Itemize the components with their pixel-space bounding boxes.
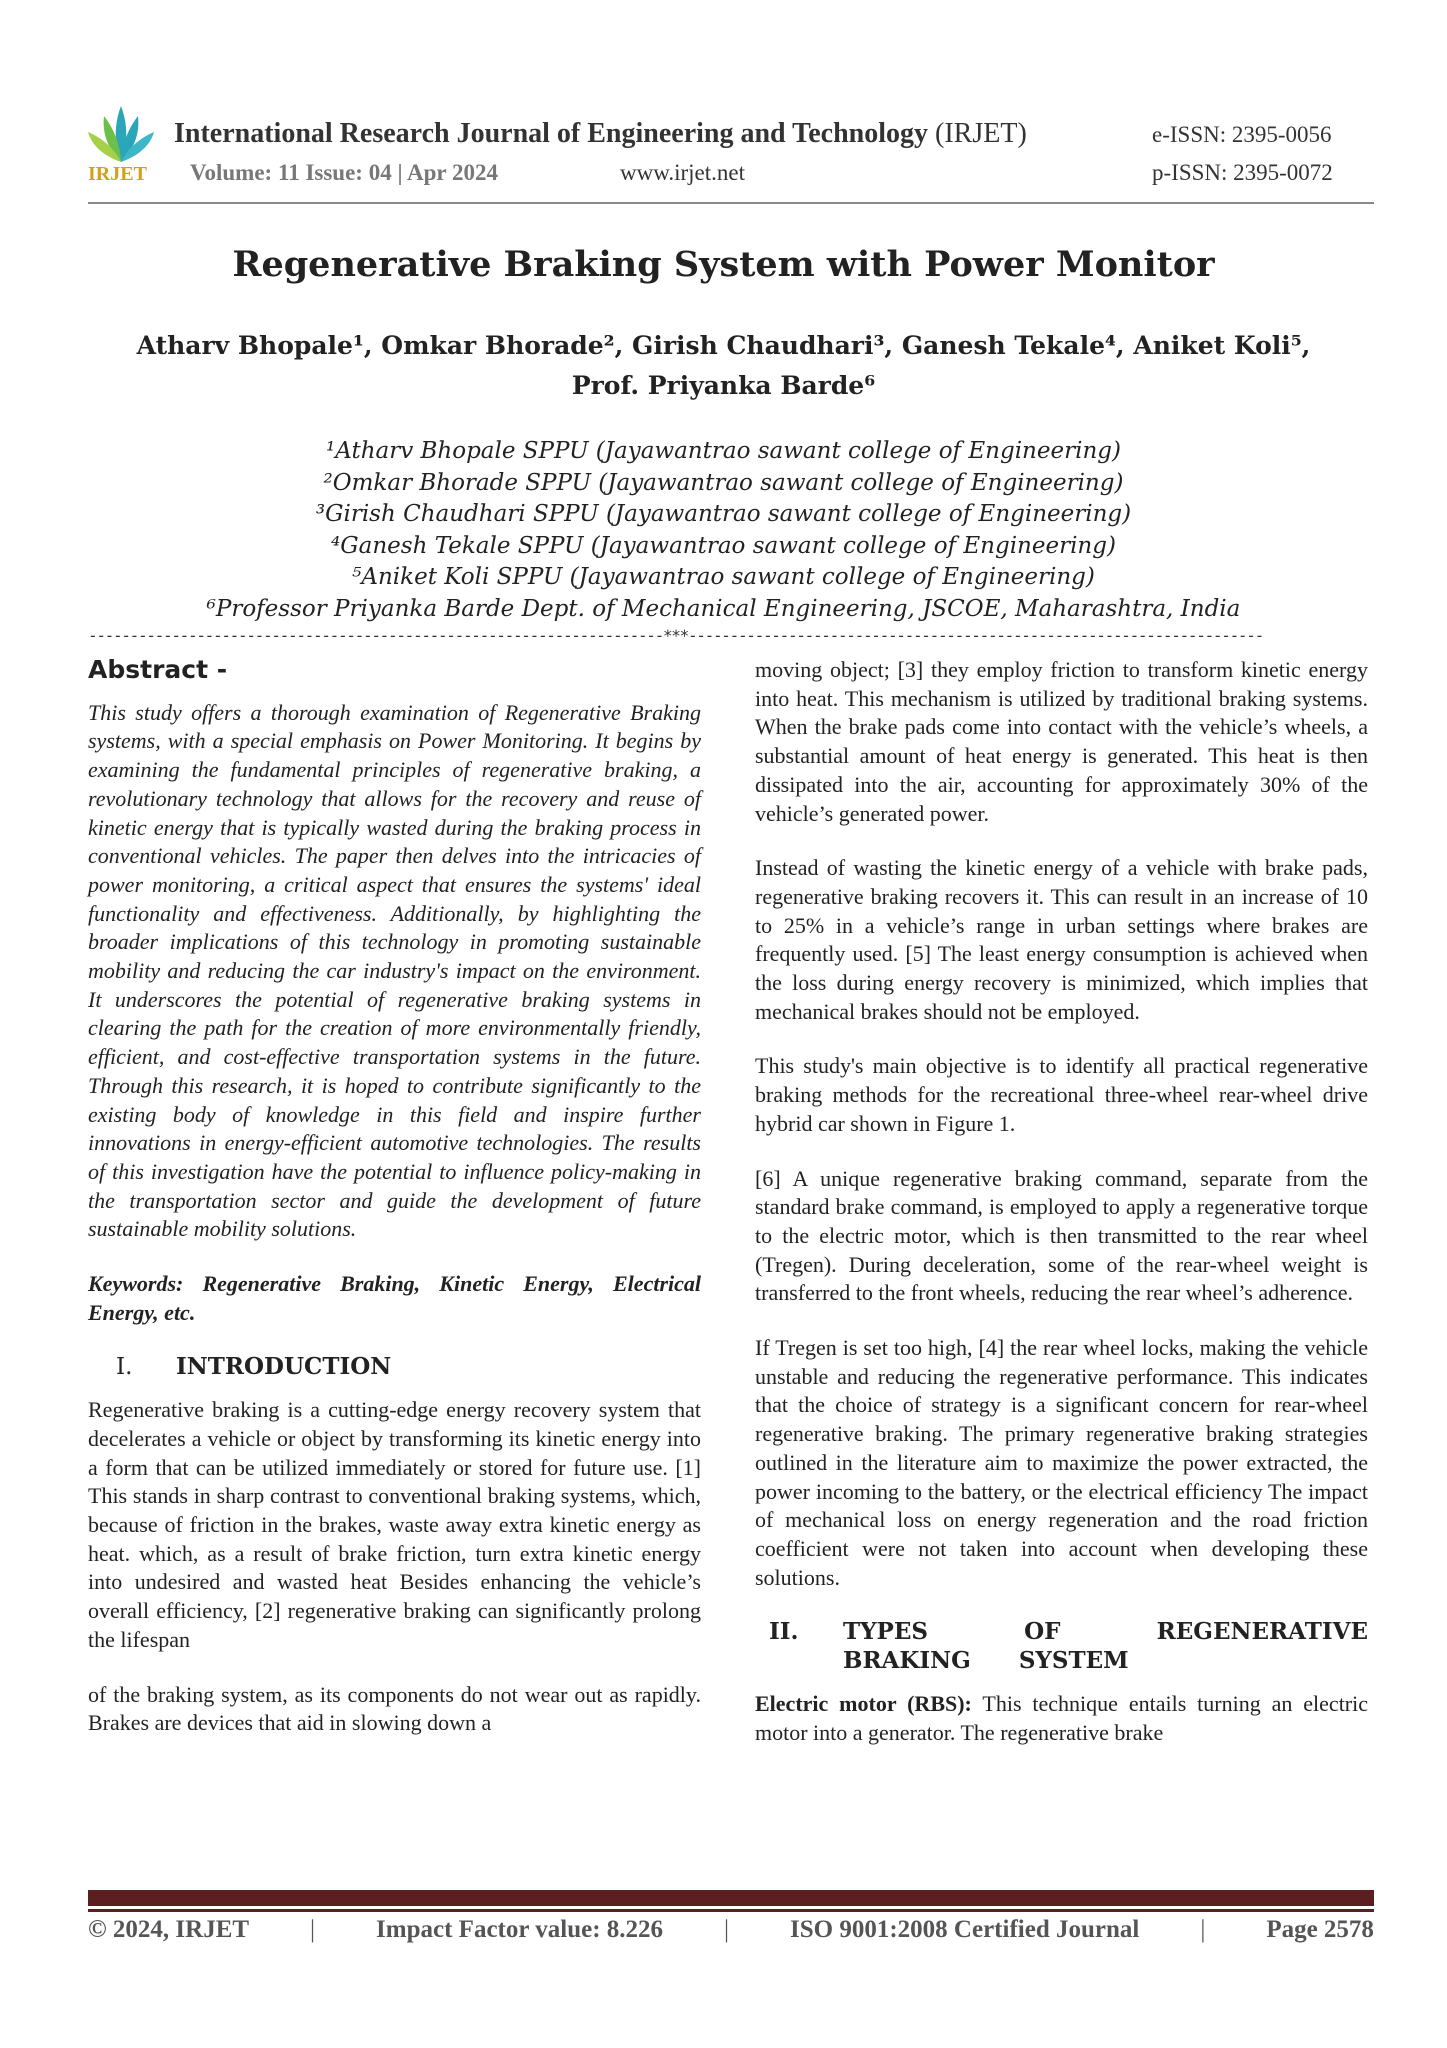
- copyright: © 2024, IRJET: [88, 1916, 250, 1943]
- eissn: e-ISSN: 2395-0056: [1152, 122, 1332, 147]
- logo-text: IRJET: [88, 163, 147, 185]
- keywords: Keywords: Regenerative Braking, Kinetic Energy, Electrical Energy, etc.: [88, 1271, 701, 1325]
- bold-term: Electric motor (RBS):: [755, 1690, 972, 1716]
- paragraph: Instead of wasting the kinetic energy of a vehicle with brake pads, regenerative braking recovers it. This can result in an increase of 10 to 25% in a vehicle’s range in urban settings where brakes are frequently used. [5] The least energy consumption is achieved when the loss during energy recovery is minimized, which implies that mechanical brakes should not be employed.: [755, 855, 1368, 1024]
- footer-bar: [88, 1890, 1374, 1906]
- section-heading-introduction: [88, 1353, 701, 1382]
- footer-separator: |: [1200, 1916, 1206, 1943]
- section-number: II.: [769, 1618, 799, 1646]
- section-title: TYPES OF REGENERATIVE BRAKING SYSTEM: [843, 1618, 1368, 1675]
- paragraph: of the braking system, as its components do not wear out as rapidly. Brakes are devices that aid in slowing down a: [88, 1681, 701, 1736]
- footer: [88, 1916, 1374, 1944]
- pissn: p-ISSN: 2395-0072: [1152, 160, 1333, 185]
- footer-separator: |: [310, 1916, 316, 1943]
- header-divider: [88, 202, 1374, 204]
- affiliation: ³Girish Chaudhari SPPU (Jayawantrao sawant college of Engineering): [315, 501, 1132, 527]
- affiliation: ²Omkar Bhorade SPPU (Jayawantrao sawant college of Engineering): [323, 469, 1124, 496]
- right-column: [755, 656, 1368, 1773]
- authors: [120, 326, 1327, 406]
- affiliation: ⁶Professor Priyanka Barde Dept. of Mechanical Engineering, JSCOE, Maharashtra, India: [206, 595, 1241, 622]
- section-title: INTRODUCTION: [176, 1353, 392, 1381]
- paper-title: Regenerative Braking System with Power Monitor: [232, 244, 1215, 285]
- affiliations: [120, 436, 1327, 625]
- authors-line: Prof. Priyanka Barde⁶: [571, 371, 876, 400]
- page-number: Page 2578: [1266, 1916, 1374, 1943]
- paragraph: This study's main objective is to identify all practical regenerative braking methods for the recreational three-wheel rear-wheel drive hybrid car shown in Figure 1.: [755, 1053, 1368, 1136]
- volume-info: Volume: 11 Issue: 04 | Apr 2024: [190, 160, 498, 185]
- abstract-heading: Abstract -: [88, 655, 228, 684]
- website-link[interactable]: www.irjet.net: [620, 160, 745, 185]
- paragraph: moving object; [3] they employ friction to transform kinetic energy into heat. This mechanism is utilized by traditional braking systems. When the brake pads come into contact with the vehicle’s wheels, a substantial amount of heat energy is generated. This heat is then dissipated into the air, accounting for approximately 30% of the vehicle’s generated power.: [755, 657, 1368, 826]
- leaf-logo-icon: [84, 104, 158, 164]
- paragraph-text: This technique entails turning an electric motor into a generator. The regenerative brake: [755, 1690, 1369, 1745]
- impact-factor: Impact Factor value: 8.226: [376, 1916, 664, 1943]
- affiliation: ⁵Aniket Koli SPPU (Jayawantrao sawant college of Engineering): [352, 564, 1095, 590]
- journal-title: [174, 118, 1027, 150]
- abstract-text: This study offers a thorough examination of Regenerative Braking systems, with a special emphasis on Power Monitoring. It begins by examining the fundamental principles of regenerative braking, a revolutionary technology that allows for the recovery and reuse of kinetic energy that is typically wasted during the braking process in conventional vehicles. The paper then delves into the intricacies of power monitoring, a critical aspect that ensures the systems' ideal functionality and effectiveness. Additionally, by highlighting the broader implications of this technology in promoting sustainable mobility and reducing the car industry's impact on the environment. It underscores the potential of regenerative braking systems in clearing the path for the creation of more environmentally friendly, efficient, and cost-effective transportation systems in the future. Through this research, it is hoped to contribute significantly to the existing body of knowledge in this field and inspire further innovations in energy-efficient automotive technologies. The results of this investigation have the potential to influence policy-making in the transportation sector and guide the development of future sustainable mobility solutions.: [88, 699, 701, 1242]
- journal-abbr: (IRJET): [935, 118, 1027, 149]
- affiliation: ⁴Ganesh Tekale SPPU (Jayawantrao sawant college of Engineering): [331, 532, 1116, 559]
- paragraph: Regenerative braking is a cutting-edge energy recovery system that decelerates a vehicle or object by transforming its kinetic energy into a form that can be utilized immediately or stored for future use. [1] This stands in sharp contrast to conventional braking systems, which, because of friction in the brakes, waste away extra kinetic energy as heat. which, as a result of brake friction, turn extra kinetic energy into undesired and wasted heat Besides enhancing the vehicle’s overall efficiency, [2] regenerative braking can significantly prolong the lifespan: [88, 1397, 701, 1652]
- iso-certification: ISO 9001:2008 Certified Journal: [790, 1916, 1140, 1943]
- paragraph: If Tregen is set too high, [4] the rear wheel locks, making the vehicle unstable and reducing the regenerative performance. This indicates that the choice of strategy is a significant concern for rear-wheel regenerative braking. The primary regenerative braking strategies outlined in the literature aim to maximize the power extracted, the power incoming to the battery, or the electrical efficiency The impact of mechanical loss on energy regeneration and the road friction coefficient were not taken into account when developing these solutions.: [755, 1335, 1368, 1590]
- footer-separator: |: [724, 1916, 730, 1943]
- authors-line: Atharv Bhopale¹, Omkar Bhorade², Girish Chaudhari³, Ganesh Tekale⁴, Aniket Koli⁵,: [136, 331, 1311, 360]
- left-column: [88, 656, 701, 1764]
- affiliation: ¹Atharv Bhopale SPPU (Jayawantrao sawant college of Engineering): [326, 438, 1121, 464]
- journal-name: International Research Journal of Engineering and Technology: [174, 118, 929, 149]
- section-number: I.: [116, 1354, 133, 1381]
- section-heading-types: [755, 1618, 1368, 1675]
- irjet-logo: [84, 104, 158, 186]
- paragraph: [6] A unique regenerative braking command, separate from the standard brake command, is employed to apply a regenerative torque to the electric motor, which is then transmitted to the rear wheel (Tregen). During deceleration, some of the rear-wheel weight is transferred to the front wheels, reducing the rear wheel’s adherence.: [755, 1165, 1368, 1306]
- footer-line: [88, 1909, 1374, 1912]
- paragraph: [755, 1690, 1368, 1747]
- separator: ---------------------------------------------------------------------***---------------------------------------------------------------------: [88, 626, 1263, 645]
